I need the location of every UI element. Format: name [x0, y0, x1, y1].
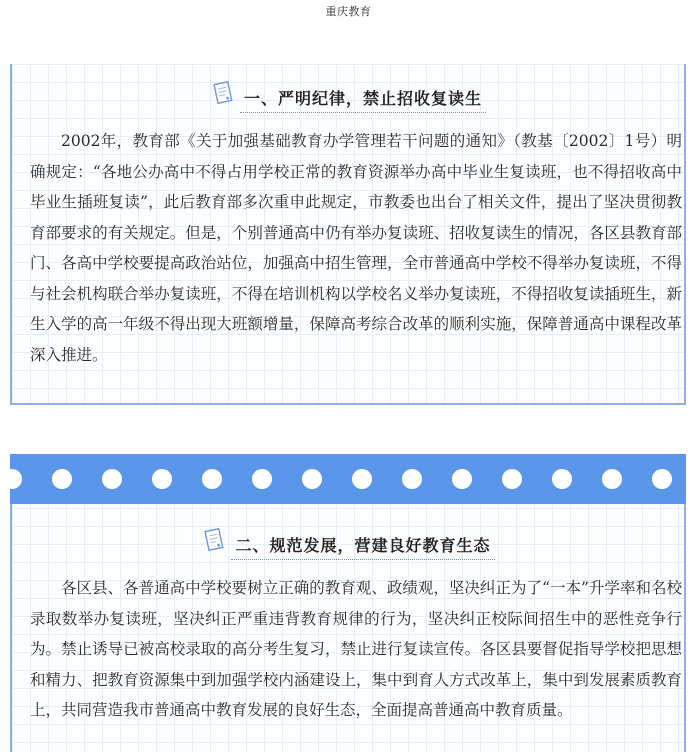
strip-dot [152, 469, 172, 489]
section-heading-text-2: 二、规范发展，营建良好教育生态 [235, 536, 491, 555]
strip-dot [602, 469, 622, 489]
strip-dot [2, 469, 22, 489]
page-header [0, 0, 697, 64]
strip-dot [502, 469, 522, 489]
strip-dot [552, 469, 572, 489]
document-icon [203, 527, 225, 553]
strip-dot [402, 469, 422, 489]
section-paragraph-2: 各区县、各普通高中学校要树立正确的教育观、政绩观，坚决纠正为了“一本”升学率和名校录取数举办复读班，坚决纠正严重违背教育规律的行为，坚决纠正校际间招生中的恶性竞争行为。禁止诱导已被高校录取的高分考生复习，禁止进行复读宣传。各区县要督促指导学校把思想和精力、把教育资源集中到加强学校内涵建设上，集中到育人方式改革上，集中到发展素质教育上，共同营造我市普通高中教育发展的良好生态，全面提高普通高中教育质量。 [30, 579, 682, 719]
heading-underline-1 [240, 112, 486, 113]
heading-underline-2 [231, 559, 494, 560]
account-title: 重庆教育 [325, 5, 372, 18]
strip-dot [202, 469, 222, 489]
strip-dot [452, 469, 472, 489]
document-icon [212, 80, 234, 106]
strip-dot [102, 469, 122, 489]
strip-dot [352, 469, 372, 489]
section-heading-1 [12, 86, 684, 113]
strip-dot [302, 469, 322, 489]
section-paragraph-1: 2002年，教育部《关于加强基础教育办学管理若干问题的通知》（教基〔2002〕1号）明确规定：“各地公办高中不得占用学校正常的教育资源举办高中毕业生复读班，也不得招收高中毕业生插班复读”，此后教育部多次重申此规定，市教委也出台了相关文件，提出了坚决贯彻教育部要求的有关规定。但是，个别普通高中仍有举办复读班、招收复读生的情况，各区县教育部门、各高中学校要提高政治站位，加强高中招生管理，全市普通高中学校不得举办复读班，不得与社会机构联合举办复读班，不得在培训机构以学校名义举办复读班，不得招收复读插班生，新生入学的高一年级不得出现大班额增量，保障高考综合改革的顺利实施，保障普通高中课程改革深入推进。 [30, 132, 682, 364]
strip-dot [252, 469, 272, 489]
section-card-1 [10, 64, 686, 405]
section-heading-text-1: 一、严明纪律，禁止招收复读生 [243, 89, 482, 108]
strip-dot [52, 469, 72, 489]
decorative-dot-strip [10, 454, 686, 504]
strip-dot [652, 469, 672, 489]
section-heading-2 [12, 533, 684, 560]
